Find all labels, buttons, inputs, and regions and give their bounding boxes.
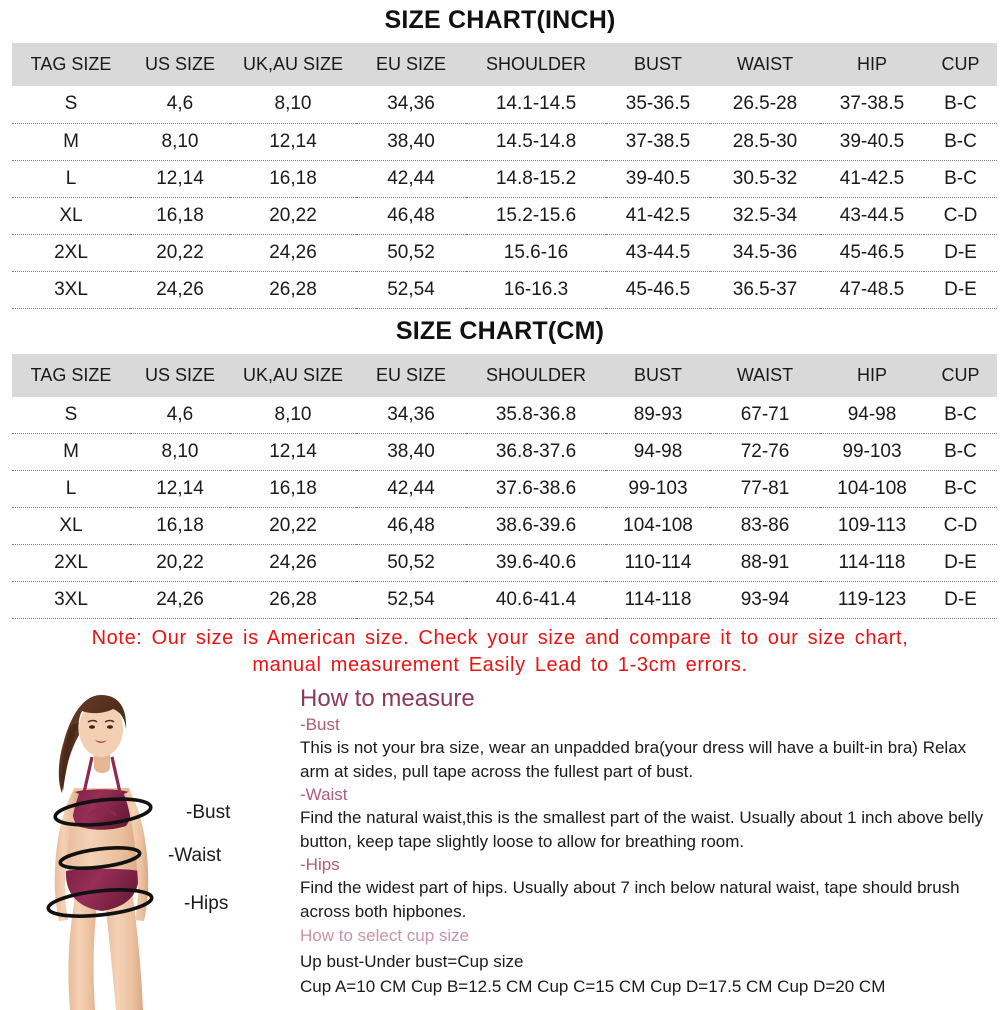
cell-shoulder: 36.8-37.6 <box>466 434 606 471</box>
cell-uk-au-size: 16,18 <box>230 160 356 197</box>
cell-shoulder: 39.6-40.6 <box>466 545 606 582</box>
cell-bust: 41-42.5 <box>606 197 710 234</box>
cell-us-size: 20,22 <box>130 545 230 582</box>
cell-bust: 45-46.5 <box>606 271 710 308</box>
cell-hip: 109-113 <box>820 508 924 545</box>
cell-us-size: 24,26 <box>130 582 230 619</box>
cell-shoulder: 37.6-38.6 <box>466 471 606 508</box>
cell-eu-size: 38,40 <box>356 123 466 160</box>
cell-bust: 43-44.5 <box>606 234 710 271</box>
table-row <box>12 545 997 582</box>
cell-uk-au-size: 20,22 <box>230 508 356 545</box>
table-row <box>12 471 997 508</box>
table-row <box>12 160 997 197</box>
size-chart-inch-table <box>12 43 997 309</box>
cell-cup: B-C <box>924 160 997 197</box>
table-header-row <box>12 43 997 86</box>
cell-waist: 36.5-37 <box>710 271 820 308</box>
cell-hip: 43-44.5 <box>820 197 924 234</box>
cell-bust: 89-93 <box>606 397 710 434</box>
column-header-uk-au-size: UK,AU SIZE <box>242 54 344 74</box>
cell-eu-size: 34,36 <box>356 397 466 434</box>
column-header-bust: BUST <box>633 54 682 74</box>
cell-tag-size: L <box>12 160 130 197</box>
cell-tag-size: S <box>12 397 130 434</box>
column-header-us-size: US SIZE <box>144 54 215 74</box>
column-header-us-size: US SIZE <box>144 364 215 385</box>
cell-eu-size: 52,54 <box>356 582 466 619</box>
inch-chart-title: SIZE CHART(INCH) <box>384 6 616 34</box>
cell-bust: 94-98 <box>606 434 710 471</box>
cell-eu-size: 38,40 <box>356 434 466 471</box>
cell-us-size: 16,18 <box>130 508 230 545</box>
cell-hip: 41-42.5 <box>820 160 924 197</box>
measure-subheading-waist: -Waist <box>300 784 348 804</box>
cell-cup: D-E <box>924 234 997 271</box>
column-header-eu-size: EU SIZE <box>375 54 446 74</box>
cell-us-size: 8,10 <box>130 123 230 160</box>
cell-hip: 39-40.5 <box>820 123 924 160</box>
measure-instructions <box>290 685 1000 999</box>
table-row <box>12 434 997 471</box>
column-header-tag-size: TAG SIZE <box>30 364 112 385</box>
cell-eu-size: 42,44 <box>356 471 466 508</box>
cell-waist: 30.5-32 <box>710 160 820 197</box>
cell-us-size: 24,26 <box>130 271 230 308</box>
table-row <box>12 397 997 434</box>
cell-tag-size: M <box>12 434 130 471</box>
measure-subheading-hips: -Hips <box>300 854 340 874</box>
cell-hip: 114-118 <box>820 545 924 582</box>
cell-us-size: 16,18 <box>130 197 230 234</box>
column-header-shoulder: SHOULDER <box>485 54 587 74</box>
measure-text-waist: Find the natural waist,this is the smallest part of the waist. Usually about 1 inch above belly button, keep tape slightly loose to allow for breathing room. <box>300 807 984 851</box>
cell-shoulder: 14.5-14.8 <box>466 123 606 160</box>
cell-us-size: 12,14 <box>130 471 230 508</box>
cell-tag-size: 3XL <box>12 271 130 308</box>
cell-uk-au-size: 24,26 <box>230 545 356 582</box>
cell-cup: B-C <box>924 123 997 160</box>
column-header-shoulder: SHOULDER <box>485 364 587 385</box>
cell-waist: 83-86 <box>710 508 820 545</box>
cell-waist: 72-76 <box>710 434 820 471</box>
cell-uk-au-size: 8,10 <box>230 86 356 123</box>
cell-cup: D-E <box>924 545 997 582</box>
measure-text-bust: This is not your bra size, wear an unpadded bra(your dress will have a built-in bra) Relax arm at sides, pull tape across the fullest part of bust. <box>300 737 967 781</box>
cell-us-size: 8,10 <box>130 434 230 471</box>
column-header-cup: CUP <box>941 54 980 74</box>
cell-hip: 104-108 <box>820 471 924 508</box>
cell-eu-size: 50,52 <box>356 234 466 271</box>
cell-waist: 88-91 <box>710 545 820 582</box>
cell-us-size: 4,6 <box>130 86 230 123</box>
cell-waist: 34.5-36 <box>710 234 820 271</box>
size-chart-cm-table <box>12 354 997 620</box>
cell-shoulder: 16-16.3 <box>466 271 606 308</box>
cup-size-formula: Up bust-Under bust=Cup size <box>300 951 524 971</box>
cell-bust: 39-40.5 <box>606 160 710 197</box>
column-header-eu-size: EU SIZE <box>375 364 446 385</box>
cell-tag-size: L <box>12 471 130 508</box>
cell-uk-au-size: 26,28 <box>230 582 356 619</box>
cell-waist: 77-81 <box>710 471 820 508</box>
model-label-bust: -Bust <box>186 802 231 823</box>
column-header-waist: WAIST <box>736 364 794 385</box>
cell-eu-size: 34,36 <box>356 86 466 123</box>
cell-tag-size: XL <box>12 508 130 545</box>
cell-uk-au-size: 12,14 <box>230 434 356 471</box>
cell-uk-au-size: 26,28 <box>230 271 356 308</box>
table-row <box>12 123 997 160</box>
cell-us-size: 12,14 <box>130 160 230 197</box>
cell-hip: 99-103 <box>820 434 924 471</box>
cell-uk-au-size: 8,10 <box>230 397 356 434</box>
column-header-bust: BUST <box>633 364 682 385</box>
cell-waist: 28.5-30 <box>710 123 820 160</box>
table-row <box>12 197 997 234</box>
column-header-hip: HIP <box>856 54 887 74</box>
cell-uk-au-size: 12,14 <box>230 123 356 160</box>
measure-section <box>0 681 1000 1010</box>
cell-cup: C-D <box>924 508 997 545</box>
cell-bust: 35-36.5 <box>606 86 710 123</box>
cell-tag-size: S <box>12 86 130 123</box>
cell-shoulder: 15.2-15.6 <box>466 197 606 234</box>
measure-text-hips: Find the widest part of hips. Usually about 7 inch below natural waist, tape should brush across both hipbones. <box>300 877 960 921</box>
model-label-hips: -Hips <box>184 893 229 914</box>
column-header-cup: CUP <box>941 364 980 385</box>
cell-bust: 99-103 <box>606 471 710 508</box>
cell-cup: D-E <box>924 271 997 308</box>
cell-waist: 26.5-28 <box>710 86 820 123</box>
cell-cup: B-C <box>924 86 997 123</box>
cell-shoulder: 14.8-15.2 <box>466 160 606 197</box>
cell-shoulder: 14.1-14.5 <box>466 86 606 123</box>
model-diagram <box>0 685 290 1010</box>
cup-size-values: Cup A=10 CM Cup B=12.5 CM Cup C=15 CM Cup D=17.5 CM Cup D=20 CM <box>300 976 886 996</box>
cell-hip: 47-48.5 <box>820 271 924 308</box>
cm-chart-title: SIZE CHART(CM) <box>395 316 605 345</box>
cell-cup: B-C <box>924 471 997 508</box>
cell-eu-size: 46,48 <box>356 197 466 234</box>
cell-shoulder: 40.6-41.4 <box>466 582 606 619</box>
cell-bust: 110-114 <box>606 545 710 582</box>
cell-hip: 45-46.5 <box>820 234 924 271</box>
cell-cup: B-C <box>924 434 997 471</box>
cell-tag-size: M <box>12 123 130 160</box>
cell-us-size: 20,22 <box>130 234 230 271</box>
cell-hip: 37-38.5 <box>820 86 924 123</box>
table-row <box>12 508 997 545</box>
cell-hip: 94-98 <box>820 397 924 434</box>
cell-cup: B-C <box>924 397 997 434</box>
cell-us-size: 4,6 <box>130 397 230 434</box>
cell-waist: 32.5-34 <box>710 197 820 234</box>
cell-hip: 119-123 <box>820 582 924 619</box>
cell-eu-size: 50,52 <box>356 545 466 582</box>
cell-eu-size: 52,54 <box>356 271 466 308</box>
cell-tag-size: 2XL <box>12 545 130 582</box>
cell-tag-size: 3XL <box>12 582 130 619</box>
how-to-measure-heading: How to measure <box>300 685 475 712</box>
cell-uk-au-size: 20,22 <box>230 197 356 234</box>
cell-cup: C-D <box>924 197 997 234</box>
table-row <box>12 86 997 123</box>
size-note <box>0 619 1000 681</box>
cell-eu-size: 42,44 <box>356 160 466 197</box>
measure-subheading-bust: -Bust <box>300 714 340 734</box>
column-header-tag-size: TAG SIZE <box>30 54 112 74</box>
cell-tag-size: XL <box>12 197 130 234</box>
cell-uk-au-size: 24,26 <box>230 234 356 271</box>
column-header-hip: HIP <box>856 364 887 385</box>
cell-tag-size: 2XL <box>12 234 130 271</box>
cell-waist: 93-94 <box>710 582 820 619</box>
model-figure-icon <box>0 685 290 1010</box>
table-row <box>12 234 997 271</box>
cell-bust: 104-108 <box>606 508 710 545</box>
table-row <box>12 271 997 308</box>
table-row <box>12 582 997 619</box>
cup-size-subheading: How to select cup size <box>300 925 470 945</box>
column-header-uk-au-size: UK,AU SIZE <box>242 364 344 385</box>
cell-bust: 114-118 <box>606 582 710 619</box>
cell-uk-au-size: 16,18 <box>230 471 356 508</box>
cell-waist: 67-71 <box>710 397 820 434</box>
cell-eu-size: 46,48 <box>356 508 466 545</box>
table-header-row <box>12 354 997 397</box>
cell-shoulder: 38.6-39.6 <box>466 508 606 545</box>
cell-bust: 37-38.5 <box>606 123 710 160</box>
note-line-1: Note: Our size is American size. Check your size and compare it to our size chart, <box>91 627 909 649</box>
cell-cup: D-E <box>924 582 997 619</box>
note-line-2: manual measurement Easily Lead to 1-3cm errors. <box>252 654 748 676</box>
cell-shoulder: 35.8-36.8 <box>466 397 606 434</box>
column-header-waist: WAIST <box>736 54 794 74</box>
model-label-waist: -Waist <box>168 845 222 866</box>
cell-shoulder: 15.6-16 <box>466 234 606 271</box>
